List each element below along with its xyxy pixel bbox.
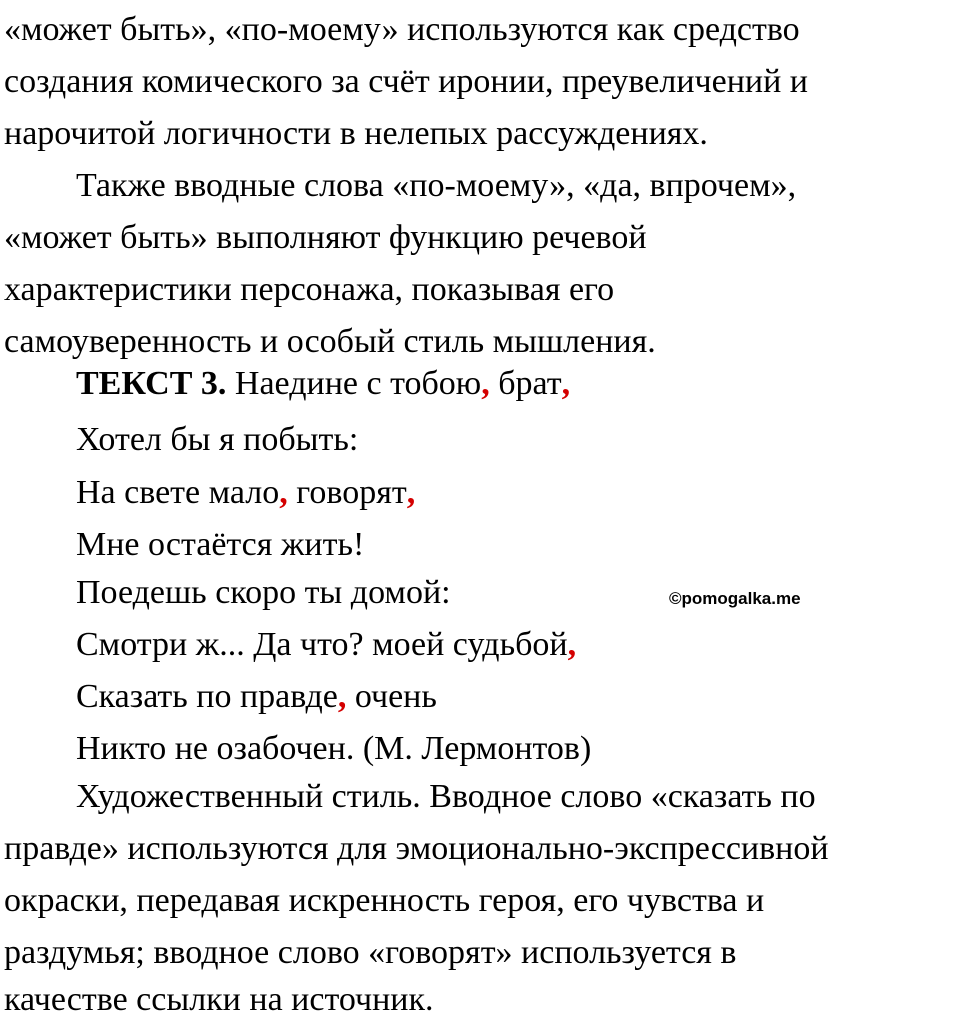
paragraph3-line: Художественный стиль. Вводное слово «сказать по xyxy=(76,778,816,815)
paragraph3-line: правде» используются для эмоционально-экспрессивной xyxy=(4,830,829,867)
highlighted-comma: , xyxy=(406,474,416,511)
poem-fragment: Смотри ж... Да что? моей судьбой xyxy=(76,626,568,663)
poem-line: Поедешь скоро ты домой: xyxy=(76,574,451,611)
paragraph1-line: создания комического за счёт иронии, преувеличений и xyxy=(4,63,808,100)
highlighted-comma: , xyxy=(481,365,490,402)
poem-line: Хотел бы я побыть: xyxy=(76,421,359,458)
highlighted-comma: , xyxy=(561,365,571,402)
poem-line xyxy=(76,473,415,513)
paragraph3-line: окраски, передавая искренность героя, его чувства и xyxy=(4,882,765,919)
poem-fragment: На свете мало xyxy=(76,474,280,511)
paragraph2-line: «может быть» выполняют функцию речевой xyxy=(4,219,647,256)
paragraph3-line: качестве ссылки на источник. xyxy=(4,981,434,1018)
paragraph2-line: самоуверенность и особый стиль мышления. xyxy=(4,323,656,360)
poem-line xyxy=(76,625,576,665)
highlighted-comma: , xyxy=(567,626,577,663)
poem-fragment: очень xyxy=(346,678,437,715)
text-heading: ТЕКСТ 3. xyxy=(76,365,227,402)
watermark: ©pomogalka.me xyxy=(669,589,801,608)
poem-line xyxy=(76,364,570,404)
poem-fragment: Наедине с тобою xyxy=(226,365,482,402)
poem-line: Никто не озабочен. (М. Лермонтов) xyxy=(76,730,592,767)
paragraph1-line: нарочитой логичности в нелепых рассуждениях. xyxy=(4,115,708,152)
poem-fragment: Сказать по правде xyxy=(76,678,338,715)
paragraph1-line: «может быть», «по-моему» используются как средство xyxy=(4,11,800,48)
poem-fragment: брат xyxy=(489,365,562,402)
poem-fragment: говорят xyxy=(287,474,407,511)
paragraph3-line: раздумья; вводное слово «говорят» используется в xyxy=(4,934,737,971)
paragraph2-line: Также вводные слова «по-моему», «да, впрочем», xyxy=(76,167,797,204)
paragraph2-line: характеристики персонажа, показывая его xyxy=(4,271,615,308)
poem-line xyxy=(76,677,437,717)
poem-line: Мне остаётся жить! xyxy=(76,526,365,563)
highlighted-comma: , xyxy=(279,474,288,511)
highlighted-comma: , xyxy=(337,678,347,715)
